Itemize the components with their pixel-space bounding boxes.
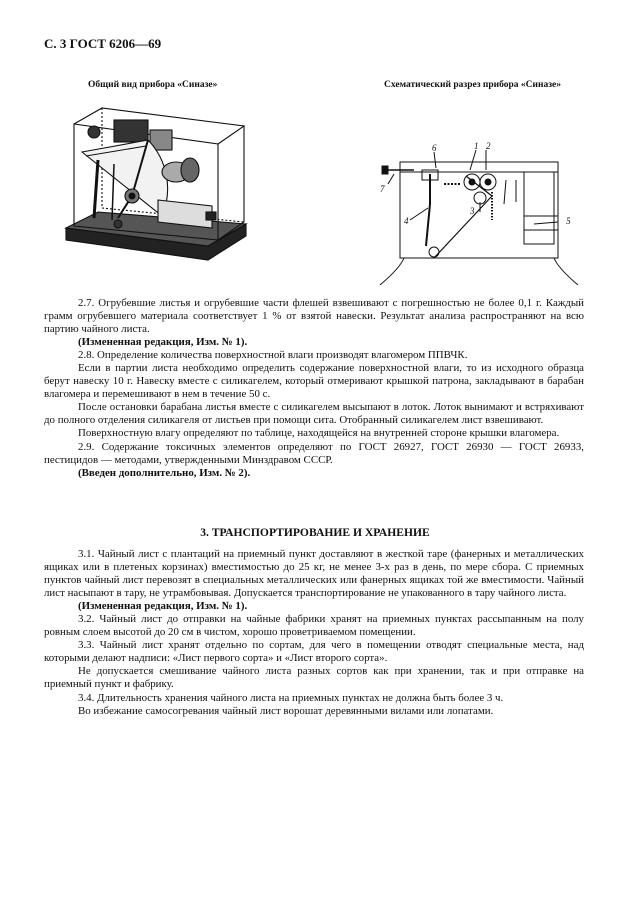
paragraph: 3.1. Чайный лист с плантаций на приемный пункт доставляют в жесткой таре (фанерных и металлических ящиках или в плетеных корзинах) вместимостью до 25 кг, не менее 3-х раз в день, по мере сбора. С приемных пунктов чайный лист перевозят в специальных металлических или фанерных ящиках той же вместимости. Чайный лист насыпают в тару, не утрамбовывая. Допускается транспортирование не упакованного в тару чайного листа.	[44, 548, 584, 600]
paragraph: 3.3. Чайный лист хранят отдельно по сортам, для чего в помещении отводят специальные места, над которыми делают надписи: «Лист первого сорта» и «Лист второго сорта».	[44, 639, 584, 665]
figure-caption-left: Общий вид прибора «Синазе»	[88, 80, 218, 90]
paragraph: 3.2. Чайный лист до отправки на чайные фабрики хранят на приемных пунктах рассыпанным на полу ровным слоем высотой до 20 см в чистом, хорошо проветриваемом помещении.	[44, 613, 584, 639]
paragraph: 2.7. Огрубевшие листья и огрубевшие части флешей взвешивают с погрешностью не более 0,1 г. Каждый грамм огрубевшего материала соответствует 1 % от взятой навески. Результат анализа распространяют на всю партию чайного листа.	[44, 297, 584, 336]
diagram-label-1: 1	[474, 141, 479, 151]
diagram-label-7: 7	[380, 184, 385, 194]
paragraph: Во избежание самосогревания чайный лист ворошат деревянными вилами или лопатами.	[78, 704, 494, 717]
paragraph: 3.4. Длительность хранения чайного листа на приемных пунктах не должна быть более 3 ч.	[78, 691, 504, 704]
paragraph: Если в партии листа необходимо определить содержание поверхностной влаги, то из исходного образца берут навеску 10 г. Навеску вместе с силикагелем, который отмеривают крышкой патрона, закладывают в барабан влагомера и перемешивают в нем в течение 50 с.	[44, 362, 584, 401]
diagram-label-3: 3	[470, 206, 475, 216]
page-header: С. 3 ГОСТ 6206—69	[44, 36, 162, 51]
diagram-label-5: 5	[566, 216, 571, 226]
paragraph: 2.9. Содержание токсичных элементов определяют по ГОСТ 26927, ГОСТ 26930 — ГОСТ 26933, пестицидов — методами, утвержденными Минздравом СССР.	[44, 440, 584, 466]
paragraph: 2.8. Определение количества поверхностной влаги производят влагомером ППВЧК.	[78, 349, 468, 362]
diagram-label-6: 6	[432, 143, 437, 153]
amendment-note: (Введен дополнительно, Изм. № 2).	[78, 466, 251, 479]
paragraph: После остановки барабана листья вместе с силикагелем высыпают в лоток. Лоток вынимают и встряхивают до полного отделения силикагеля от листьев при помощи сита. Отобранный силикагелем лист взвешивают.	[44, 401, 584, 427]
device-general-view-illustration	[58, 100, 254, 275]
figure-caption-right: Схематический разрез прибора «Синазе»	[384, 80, 561, 90]
section-title: 3. ТРАНСПОРТИРОВАНИЕ И ХРАНЕНИЕ	[200, 526, 430, 539]
paragraph: Не допускается смешивание чайного листа разных сортов как при хранении, так и при отправке на приемный пункт и фабрику.	[44, 665, 584, 691]
paragraph: Поверхностную влагу определяют по таблице, находящейся на внутренней стороне крышки влагомера.	[78, 427, 560, 440]
amendment-note: (Измененная редакция, Изм. № 1).	[78, 600, 248, 613]
device-schematic-section-diagram	[374, 140, 586, 285]
amendment-note: (Измененная редакция, Изм. № 1).	[78, 336, 248, 349]
body-text-section-2	[44, 297, 584, 480]
body-text-section-3	[44, 548, 584, 718]
diagram-label-4: 4	[404, 216, 409, 226]
diagram-label-2: 2	[486, 141, 491, 151]
